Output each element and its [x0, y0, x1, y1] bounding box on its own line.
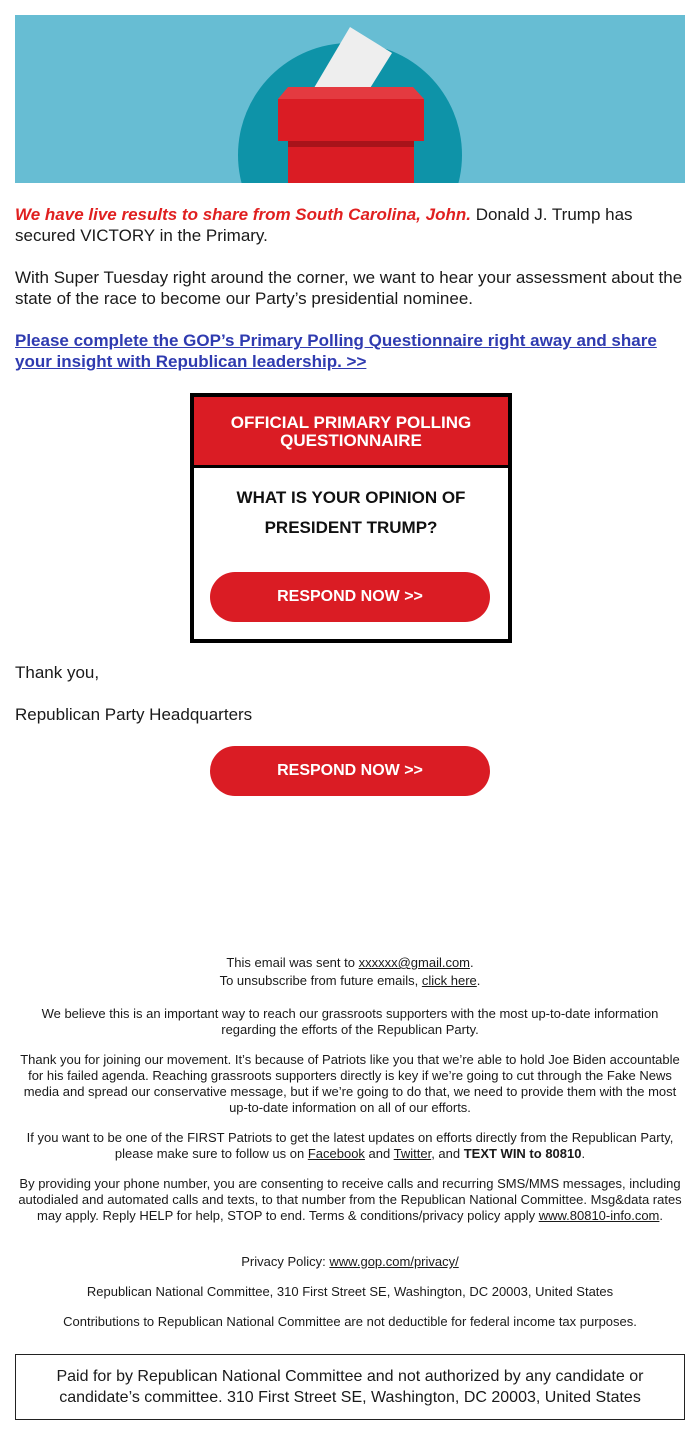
facebook-link[interactable]: Facebook — [307, 1146, 365, 1161]
paid-for-disclaimer — [15, 1354, 685, 1420]
questionnaire-header: OFFICIAL PRIMARY POLLING QUESTIONNAIRE — [194, 397, 508, 468]
paid-for-line-2: candidate’s committee. 310 First Street SE, Washington, DC 20003, United States — [59, 1389, 641, 1406]
unsubscribe-link[interactable]: click here — [421, 973, 477, 988]
paid-for-line-1: Paid for by Republican National Committee and not authorized by any candidate or — [56, 1368, 644, 1385]
intro-paragraph — [15, 204, 685, 246]
footer-paragraph-2: Thank you for joining our movement. It’s because of Patriots like you that we’re able to hold Joe Biden accountable for his failed agenda. Reaching grassroots supporters directly is key if we’re going to cut through the Fake News media and spread our conservative message, but if we’re going to do that, we need to provide them with the most up-to-date information on all of our efforts. — [20, 1052, 680, 1115]
intro-rest: Donald J. Trump has secured VICTORY in the Primary. — [15, 205, 633, 245]
hero-banner — [15, 15, 685, 183]
intro-lead: We have live results to share from South Carolina, John. — [15, 205, 471, 224]
footer-unsub-prefix: To unsubscribe from future emails, — [219, 973, 422, 988]
questionnaire-card — [190, 393, 512, 643]
footer-email-link[interactable]: xxxxxx@gmail.com — [358, 955, 471, 970]
signoff-thanks: Thank you, — [15, 663, 100, 682]
footer-unsub-suffix: . — [476, 973, 481, 988]
footer-p3-suffix: . — [581, 1146, 586, 1161]
respond-now-button[interactable]: RESPOND NOW >> — [210, 746, 490, 796]
footer-sent-to-prefix: This email was sent to — [226, 955, 359, 970]
privacy-policy-link[interactable]: www.gop.com/privacy/ — [329, 1254, 459, 1269]
footer-sent-to-suffix: . — [470, 955, 474, 970]
twitter-link[interactable]: Twitter — [393, 1146, 432, 1161]
text-win-callout: TEXT WIN to 80810 — [463, 1146, 582, 1161]
footer-privacy — [15, 1254, 685, 1270]
footer-privacy-prefix: Privacy Policy: — [241, 1254, 330, 1269]
footer-p4-prefix: By providing your phone number, you are consenting to receive calls and recurring SMS/MMS messages, including autodialed and automated calls and texts, to that number from the Republican National Committee. Msg&data rates may apply. Reply HELP for help, STOP to end. Terms & conditions/privacy policy apply — [18, 1176, 682, 1223]
footer-p3-and: and — [364, 1146, 394, 1161]
ballot-box-icon — [15, 15, 685, 183]
footer-sent-to — [15, 955, 685, 971]
footer-p3-prefix: If you want to be one of the FIRST Patriots to get the latest updates on efforts directly from the Republican Party, please make sure to follow us on — [26, 1130, 674, 1161]
footer-address: Republican National Committee, 310 First Street SE, Washington, DC 20003, United States — [86, 1284, 614, 1299]
footer-p3-comma-and: , and — [431, 1146, 464, 1161]
respond-now-button-card[interactable]: RESPOND NOW >> — [210, 572, 490, 622]
sms-terms-link[interactable]: www.80810-info.com — [538, 1208, 660, 1223]
footer-unsubscribe — [15, 973, 685, 989]
footer-paragraph-4 — [15, 1176, 685, 1224]
footer-paragraph-1: We believe this is an important way to reach our grassroots supporters with the most up-to-date information regarding the efforts of the Republican Party. — [41, 1006, 659, 1037]
signoff-sender: Republican Party Headquarters — [15, 705, 253, 724]
footer-tax-notice: Contributions to Republican National Committee are not deductible for federal income tax purposes. — [63, 1314, 637, 1329]
footer-paragraph-3 — [15, 1130, 685, 1162]
questionnaire-link[interactable]: Please complete the GOP’s Primary Polling Questionnaire right away and share your insight with Republican leadership. >> — [15, 331, 657, 371]
questionnaire-question: WHAT IS YOUR OPINION OF PRESIDENT TRUMP? — [236, 488, 466, 537]
footer-p4-suffix: . — [659, 1208, 663, 1223]
body-paragraph: With Super Tuesday right around the corner, we want to hear your assessment about the state of the race to become our Party’s presidential nominee. — [15, 268, 683, 308]
questionnaire-link-paragraph — [15, 330, 685, 372]
